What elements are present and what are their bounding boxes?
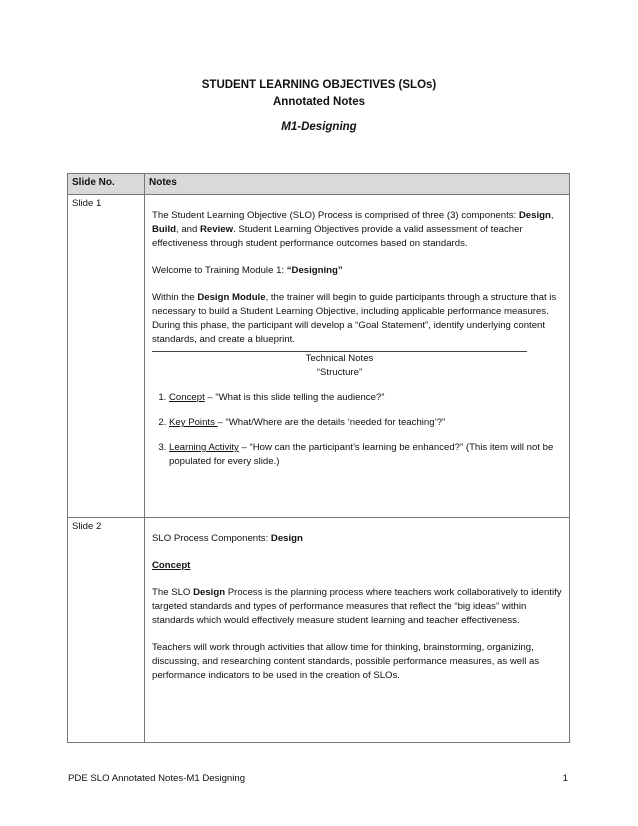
col-header-notes: Notes <box>145 174 570 195</box>
table-row <box>68 195 570 518</box>
notes-paragraph: Teachers will work through activities that allow time for thinking, brainstorming, organizing, discussing, and researching content standards, possible performance measures, as well as performance indicators to be used in the creation of SLOs. <box>152 642 540 681</box>
notes-table <box>67 173 570 743</box>
notes-paragraph: Within the Design Module, the trainer will begin to guide participants through a structure that is necessary to build a Student Learning Objective, including applicable performance measures. During this phase, the participant will develop a “Goal Statement”, identify underlying content standards, and create a blueprint. <box>152 292 557 345</box>
list-item: 2. Key Points – “What/Where are the details ‘needed for teaching’?” <box>169 416 563 430</box>
list-item: 1. Concept – “What is this slide telling the audience?” <box>169 391 563 405</box>
structure-list <box>152 391 563 469</box>
table-row <box>68 518 570 743</box>
page-number: 1 <box>562 773 568 784</box>
table-header-row <box>68 174 570 195</box>
slide-label: Slide 2 <box>72 521 102 532</box>
footer-text: PDE SLO Annotated Notes-M1 Designing <box>68 773 246 784</box>
technical-notes-title: Technical Notes <box>305 353 374 364</box>
notes-cell <box>145 195 570 518</box>
col-header-slide-no: Slide No. <box>68 174 145 195</box>
page-footer <box>68 773 568 784</box>
module-title: M1-Designing <box>281 121 357 133</box>
slide-number-cell <box>68 518 145 743</box>
notes-paragraph: SLO Process Components: Design <box>152 533 303 544</box>
notes-paragraph: Welcome to Training Module 1: “Designing” <box>152 265 343 276</box>
document-subtitle: Annotated Notes <box>273 96 365 108</box>
notes-cell <box>145 518 570 743</box>
list-item: 3. Learning Activity – “How can the participant’s learning be enhanced?” (This item will not be populated for every slide.) <box>169 441 563 469</box>
notes-paragraph: The Student Learning Objective (SLO) Process is comprised of three (3) components: Design, Build, and Review. Student Learning Objectives provide a valid assessment of teacher effectiveness through student performance outcomes based on standards. <box>152 210 554 249</box>
slide-label: Slide 1 <box>72 198 102 209</box>
technical-notes-subtitle: “Structure” <box>316 367 363 378</box>
slide-number-cell <box>68 195 145 518</box>
document-title: STUDENT LEARNING OBJECTIVES (SLOs) <box>201 79 437 91</box>
notes-paragraph: The SLO Design Process is the planning process where teachers work collaboratively to identify targeted standards and types of performance measures that reflect the “big ideas” within standards which would effectively measure student learning and teacher effectiveness. <box>152 587 562 626</box>
concept-heading: Concept <box>152 560 191 571</box>
